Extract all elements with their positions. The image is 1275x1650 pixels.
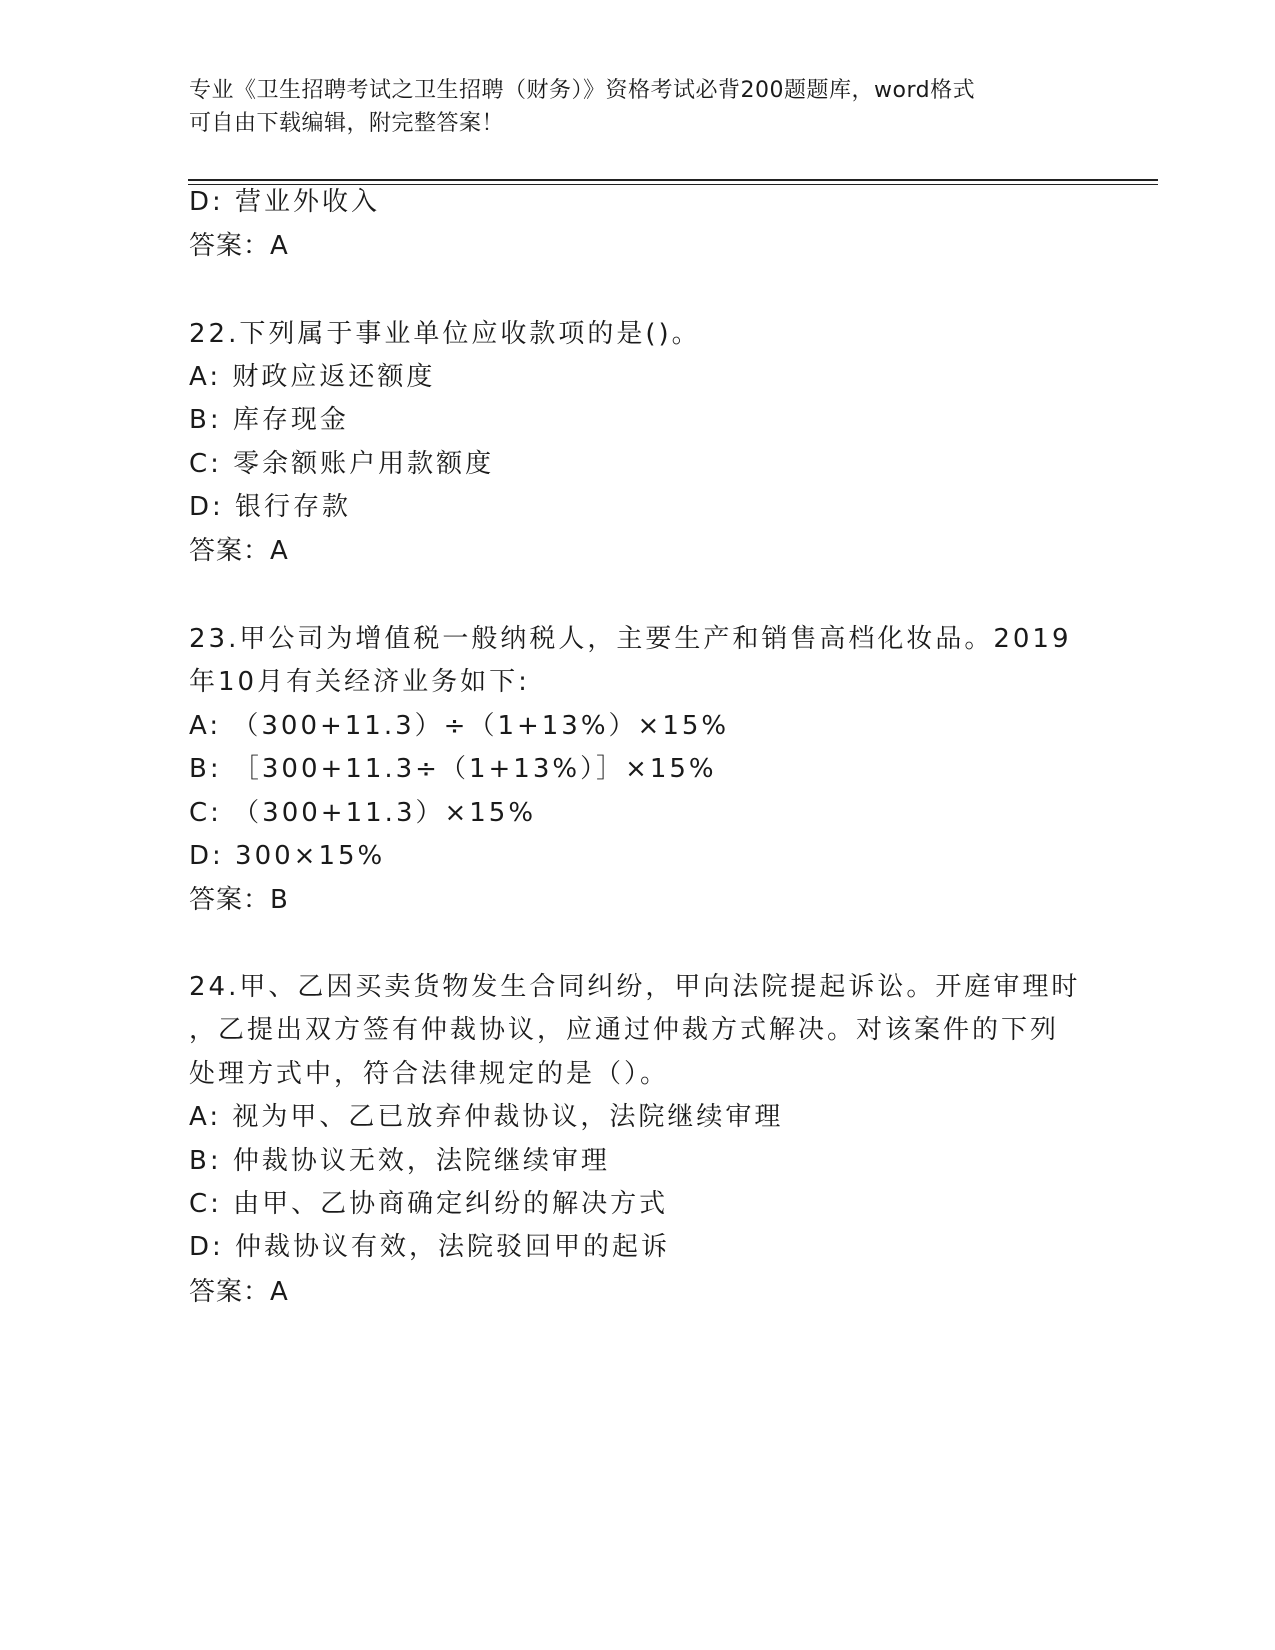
- q22-option-d: D: 银行存款: [189, 492, 352, 522]
- q22-option-b: B: 库存现金: [189, 405, 349, 435]
- document-header: [189, 74, 1089, 140]
- header-line-1: 专业《卫生招聘考试之卫生招聘（财务）》资格考试必背200题题库，word格式: [189, 78, 976, 103]
- q23-option-b: B: ［300+11.3÷（1+13%）］×15%: [189, 754, 717, 784]
- q22-stem: 22.下列属于事业单位应收款项的是()。: [189, 319, 701, 349]
- q22-option-a: A: 财政应返还额度: [189, 362, 436, 392]
- q23-option-d: D: 300×15%: [189, 841, 386, 871]
- q24-stem-line-3: 处理方式中，符合法律规定的是（）。: [189, 1059, 670, 1089]
- q21-option-d: D: 营业外收入: [189, 187, 381, 217]
- q22-answer: 答案：A: [189, 536, 289, 566]
- q24-option-d: D: 仲裁协议有效，法院驳回甲的起诉: [189, 1232, 671, 1262]
- q24-stem-line-1: 24.甲、乙因买卖货物发生合同纠纷，甲向法院提起诉讼。开庭审理时: [189, 972, 1081, 1002]
- q23-stem-line-2: 年10月有关经济业务如下:: [189, 667, 530, 697]
- q23-answer: 答案：B: [189, 885, 289, 915]
- q22-option-c: C: 零余额账户用款额度: [189, 449, 495, 479]
- q24-answer: 答案：A: [189, 1277, 289, 1307]
- q24-option-a: A: 视为甲、乙已放弃仲裁协议，法院继续审理: [189, 1102, 784, 1132]
- q24-option-b: B: 仲裁协议无效，法院继续审理: [189, 1146, 610, 1176]
- q24-stem-line-2: ，乙提出双方签有仲裁协议，应通过仲裁方式解决。对该案件的下列: [189, 1015, 1060, 1045]
- q21-answer: 答案：A: [189, 231, 289, 261]
- q23-option-c: C: （300+11.3）×15%: [189, 798, 537, 828]
- header-divider-thick: [188, 179, 1158, 181]
- q23-option-a: A: （300+11.3）÷（1+13%）×15%: [189, 711, 730, 741]
- header-line-2: 可自由下载编辑，附完整答案！: [189, 111, 505, 136]
- q23-stem-line-1: 23.甲公司为增值税一般纳税人，主要生产和销售高档化妆品。2019: [189, 624, 1072, 654]
- q24-option-c: C: 由甲、乙协商确定纠纷的解决方式: [189, 1189, 669, 1219]
